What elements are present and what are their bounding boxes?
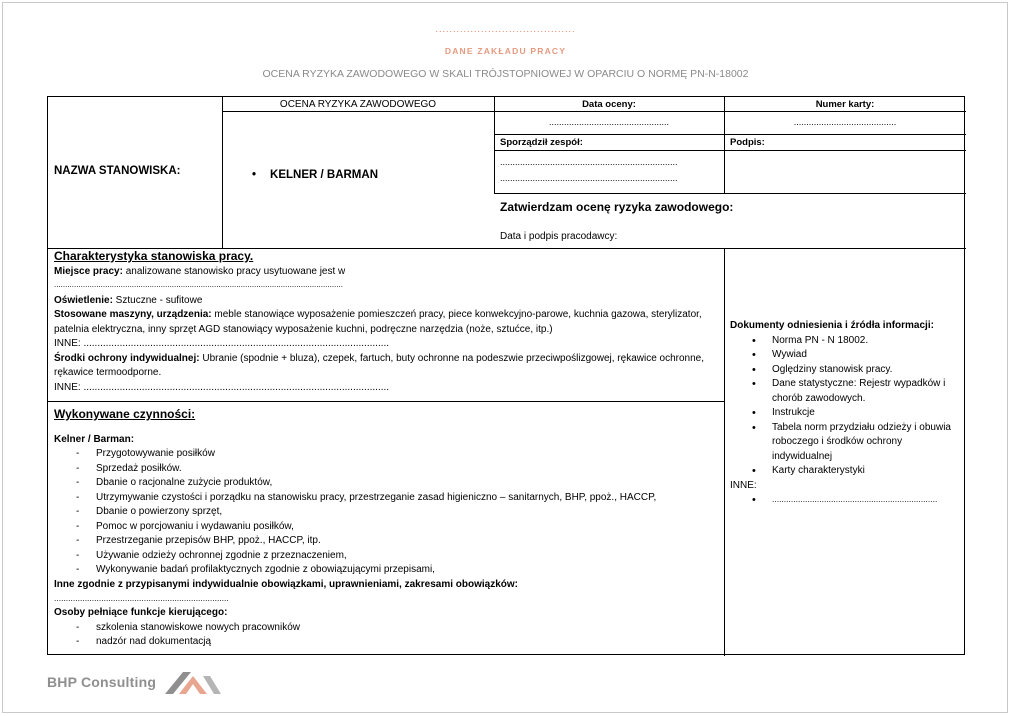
supervisor-item: - szkolenia stanowiskowe nowych pracowników: [54, 621, 720, 636]
tasks-list: [54, 447, 720, 578]
role-label: Kelner / Barman:: [54, 433, 135, 445]
task-item: - Przygotowywanie posiłków: [54, 447, 720, 462]
station-label: NAZWA STANOWISKA:: [54, 165, 181, 177]
col-divider-docs: [724, 248, 725, 656]
workplace-text: analizowane stanowisko pracy usytuowane jest w: [122, 265, 346, 277]
documents-list: [730, 334, 962, 479]
document-item: • Oględziny stanowisk pracy.: [730, 363, 962, 378]
other-ppe-line: INNE: ..............................................................................................................: [54, 381, 390, 393]
task-item: - Utrzymywanie czystości i porządku na stanowisku pracy, przestrzeganie zasad higieniczno – sanitarnych, BHP, ppoż., HACCP,: [54, 491, 720, 506]
row-line-tasks: [48, 401, 724, 402]
workplace-line: [54, 265, 720, 280]
card-number-field[interactable]: .........................................: [793, 117, 897, 127]
bhp-consulting-logo: [47, 670, 227, 700]
date-field[interactable]: ................................................: [548, 117, 670, 127]
workplace-dots: ..................................................................................................................................: [54, 280, 343, 290]
position-list: [252, 167, 378, 184]
other-duties-dots: ..........................................................................: [54, 593, 229, 604]
machines-text: meble stanowiące wyposażenie pomieszczeń pracy, piece konwekcyjno-parowe, kuchnia gazowa, sterylizator, patelnia elektryczna, inny sprzęt AGD stanowiący wyposażenie kuchni, podręczne narzędzia (noże, sztućce, itp.): [54, 309, 702, 335]
task-item: - Pomoc w porcjowaniu i wydawaniu posiłków,: [54, 520, 720, 535]
characteristics-section: [54, 249, 720, 395]
documents-heading: Dokumenty odniesienia i źródła informacji:: [730, 320, 934, 331]
workplace-label: Miejsce pracy:: [54, 265, 123, 277]
date-column-header: Data oceny:: [582, 99, 636, 110]
row-line-dates: [494, 134, 966, 135]
supervisor-label: Osoby pełniące funkcje kierującego:: [54, 607, 228, 619]
company-data-heading: DANE ZAKŁADU PRACY: [444, 46, 567, 56]
team-field-2[interactable]: .......................................................................: [500, 173, 678, 183]
card-column-header: Numer karty:: [815, 99, 875, 110]
documents-other-list: [730, 493, 962, 505]
supervisor-item: - nadzór nad dokumentacją: [54, 635, 720, 650]
position-name: KELNER / BARMAN: [270, 169, 379, 181]
signature-label: Podpis:: [730, 137, 765, 148]
task-item: - Używanie odzieży ochronnej zgodnie z przeznaczeniem,: [54, 549, 720, 564]
header-dots: ........................................: [435, 24, 576, 34]
document-item: • Instrukcje: [730, 406, 962, 421]
machines-line: [54, 308, 720, 337]
characteristics-heading: Charakterystyka stanowiska pracy.: [54, 249, 254, 263]
other-equipment-line: INNE: ..............................................................................................................: [54, 338, 390, 350]
ppe-label: Środki ochrony indywidualnej:: [54, 352, 200, 364]
logo-text: BHP Consulting: [47, 674, 157, 690]
task-item: - Sprzedaż posiłków.: [54, 462, 720, 477]
ppe-line: [54, 352, 720, 381]
risk-assessment-table: [47, 96, 965, 655]
lighting-label: Oświetlenie:: [54, 294, 113, 306]
document-item: • Tabela norm przydziału odzieży i obuwia roboczego i środków ochrony indywidualnej: [730, 421, 962, 465]
approve-statement: Zatwierdzam ocenę ryzyka zawodowego:: [500, 200, 734, 214]
task-item: - Dbanie o powierzony sprzęt,: [54, 505, 720, 520]
col-divider-1: [222, 97, 223, 248]
documents-section: [730, 319, 962, 505]
document-item: • Norma PN - N 18002.: [730, 334, 962, 349]
document-item: • Karty charakterystyki: [730, 464, 962, 479]
tasks-section: [54, 407, 720, 650]
documents-other-dots: • ......................................................................: [730, 493, 962, 505]
machines-label: Stosowane maszyny, urządzenia:: [54, 309, 212, 321]
risk-column-header: OCENA RYZYKA ZAWODOWEGO: [279, 99, 437, 110]
task-item: - Dbanie o racjonalne zużycie produktów,: [54, 476, 720, 491]
other-duties-label: Inne zgodnie z przypisanymi indywidualnie obowiązkami, uprawnieniami, zakresami obowiązków:: [54, 578, 518, 590]
ppe-text: Ubranie (spodnie + bluza), czepek, fartuch, buty ochronne na podeszwie przeciwpoślizgowej, rękawice ochronne, rękawice termoodporne.: [54, 352, 705, 379]
lighting-line: [54, 294, 720, 309]
team-label: Sporządził zespół:: [500, 137, 583, 148]
row-line-team: [494, 150, 966, 151]
logo-mark-gray-right: [203, 676, 221, 694]
documents-other-label: INNE:: [730, 479, 757, 491]
row-line-approve: [494, 193, 966, 194]
team-field-1[interactable]: .......................................................................: [500, 157, 678, 167]
document-title: OCENA RYZYKA ZAWODOWEGO W SKALI TRÓJSTOPNIOWEJ W OPARCIU O NORMĘ PN-N-18002: [262, 68, 749, 80]
bullet-icon: •: [252, 169, 257, 181]
task-item: - Przestrzeganie przepisów BHP, ppoż., HACCP, itp.: [54, 534, 720, 549]
lighting-text: Sztuczne - sufitowe: [112, 294, 203, 306]
logo-mark-icon: [163, 670, 223, 696]
tasks-heading: Wykonywane czynności:: [54, 407, 196, 421]
document-item: • Dane statystyczne: Rejestr wypadków i chorób zawodowych.: [730, 377, 962, 406]
employer-signature-label: Data i podpis pracodawcy:: [500, 231, 618, 242]
document-item: • Wywiad: [730, 348, 962, 363]
task-item: - Wykonywanie badań profilaktycznych zgodnie z obowiązującymi przepisami,: [54, 563, 720, 578]
supervisor-list: [54, 621, 720, 650]
